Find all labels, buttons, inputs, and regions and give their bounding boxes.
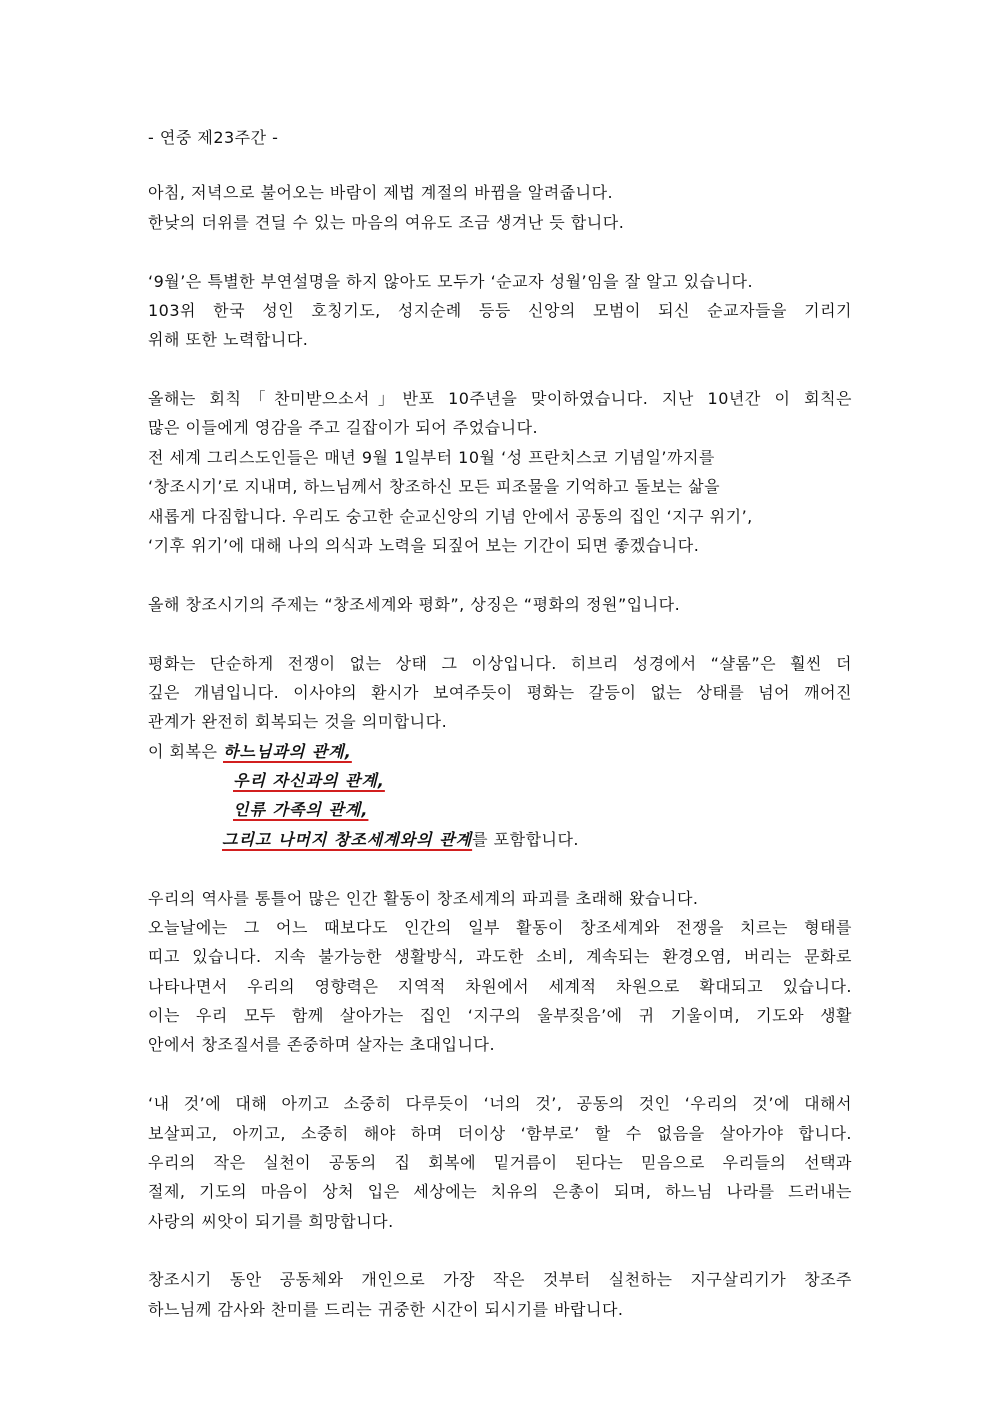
- paragraph-line: ‘창조시기’로 지내며, 하느님께서 창조하신 모든 피조물을 기억하고 돌보는 삶을: [148, 477, 721, 496]
- paragraph-line: 올해는 회칙「찬미받으소서」반포 10주년을 맞이하였습니다. 지난 10년간 이 회칙은: [148, 389, 852, 408]
- paragraph-line: 관계가 완전히 회복되는 것을 의미합니다.: [148, 712, 448, 731]
- paragraph-line: 창조시기 동안 공동체와 개인으로 가장 작은 것부터 실천하는 지구살리기가 창조주: [148, 1270, 852, 1289]
- paragraph-line: 깊은 개념입니다. 이사야의 환시가 보여주듯이 평화는 갈등이 없는 상태를 넘어 깨어진: [148, 683, 852, 702]
- relationship-self: 우리 자신과의 관계,: [233, 771, 385, 790]
- relationship-human-family: 인류 가족의 관계,: [233, 800, 369, 819]
- document-title: - 연중 제23주간 -: [148, 128, 279, 147]
- paragraph-line: 103위 한국 성인 호칭기도, 성지순례 등등 신앙의 모범이 되신 순교자들을 기리기: [148, 301, 852, 320]
- restoration-line-4: [222, 830, 579, 850]
- paragraph-line: 사랑의 씨앗이 되기를 희망합니다.: [148, 1212, 394, 1231]
- paragraph-line: 이는 우리 모두 함께 살아가는 집인 ‘지구의 울부짖음’에 귀 기울이며, 기도와 생활: [148, 1006, 852, 1025]
- relationship-creation: 그리고 나머지 창조세계와의 관계: [222, 830, 473, 849]
- paragraph-line: 보살피고, 아끼고, 소중히 해야 하며 더이상 ‘함부로’ 할 수 없음을 살아가야 합니다.: [148, 1124, 852, 1143]
- paragraph-line: 하느님께 감사와 찬미를 드리는 귀중한 시간이 되시기를 바랍니다.: [148, 1300, 624, 1319]
- relationship-god: 하느님과의 관계,: [223, 742, 352, 761]
- paragraph-line: 우리의 작은 실천이 공동의 집 회복에 밑거름이 된다는 믿음으로 우리들의 선택과: [148, 1153, 852, 1172]
- restoration-intro: 이 회복은: [148, 742, 223, 761]
- restoration-line-1: [148, 742, 352, 762]
- paragraph-line: 많은 이들에게 영감을 주고 길잡이가 되어 주었습니다.: [148, 418, 539, 437]
- paragraph-line: ‘기후 위기’에 대해 나의 의식과 노력을 되짚어 보는 기간이 되면 좋겠습니다.: [148, 536, 700, 555]
- paragraph-line: 올해 창조시기의 주제는 “창조세계와 평화”, 상징은 “평화의 정원”입니다.: [148, 595, 681, 614]
- paragraph-line: 위해 또한 노력합니다.: [148, 330, 309, 349]
- paragraph-line: 우리의 역사를 통틀어 많은 인간 활동이 창조세계의 파괴를 초래해 왔습니다.: [148, 889, 699, 908]
- paragraph-line: 전 세계 그리스도인들은 매년 9월 1일부터 10월 ‘성 프란치스코 기념일’까지를: [148, 448, 715, 467]
- paragraph-line: 한낮의 더위를 견딜 수 있는 마음의 여유도 조금 생겨난 듯 합니다.: [148, 213, 625, 232]
- paragraph-line: 띠고 있습니다. 지속 불가능한 생활방식, 과도한 소비, 계속되는 환경오염, 버리는 문화로: [148, 947, 852, 966]
- paragraph-line: 절제, 기도의 마음이 상처 입은 세상에는 치유의 은총이 되며, 하느님 나라를 드러내는: [148, 1182, 852, 1201]
- restoration-line-2: [233, 771, 385, 791]
- paragraph-line: 나타나면서 우리의 영향력은 지역적 차원에서 세계적 차원으로 확대되고 있습니다.: [148, 977, 852, 996]
- paragraph-line: 새롭게 다짐합니다. 우리도 숭고한 순교신앙의 기념 안에서 공동의 집인 ‘지구 위기’,: [148, 507, 753, 526]
- paragraph-line: 평화는 단순하게 전쟁이 없는 상태 그 이상입니다. 히브리 성경에서 “샬롬”은 훨씬 더: [148, 654, 852, 673]
- paragraph-line: 오늘날에는 그 어느 때보다도 인간의 일부 활동이 창조세계와 전쟁을 치르는 형태를: [148, 918, 852, 937]
- paragraph-line: 아침, 저녁으로 불어오는 바람이 제법 계절의 바뀜을 알려줍니다.: [148, 183, 614, 202]
- paragraph-line: ‘9월’은 특별한 부연설명을 하지 않아도 모두가 ‘순교자 성월’임을 잘 알고 있습니다.: [148, 272, 754, 291]
- restoration-line-3: [233, 800, 368, 820]
- paragraph-line: 안에서 창조질서를 존중하며 살자는 초대입니다.: [148, 1035, 496, 1054]
- restoration-ending: 를 포함합니다.: [472, 830, 580, 849]
- paragraph-line: ‘내 것’에 대해 아끼고 소중히 다루듯이 ‘너의 것’, 공동의 것인 ‘우리의 것’에 대해서: [148, 1094, 852, 1113]
